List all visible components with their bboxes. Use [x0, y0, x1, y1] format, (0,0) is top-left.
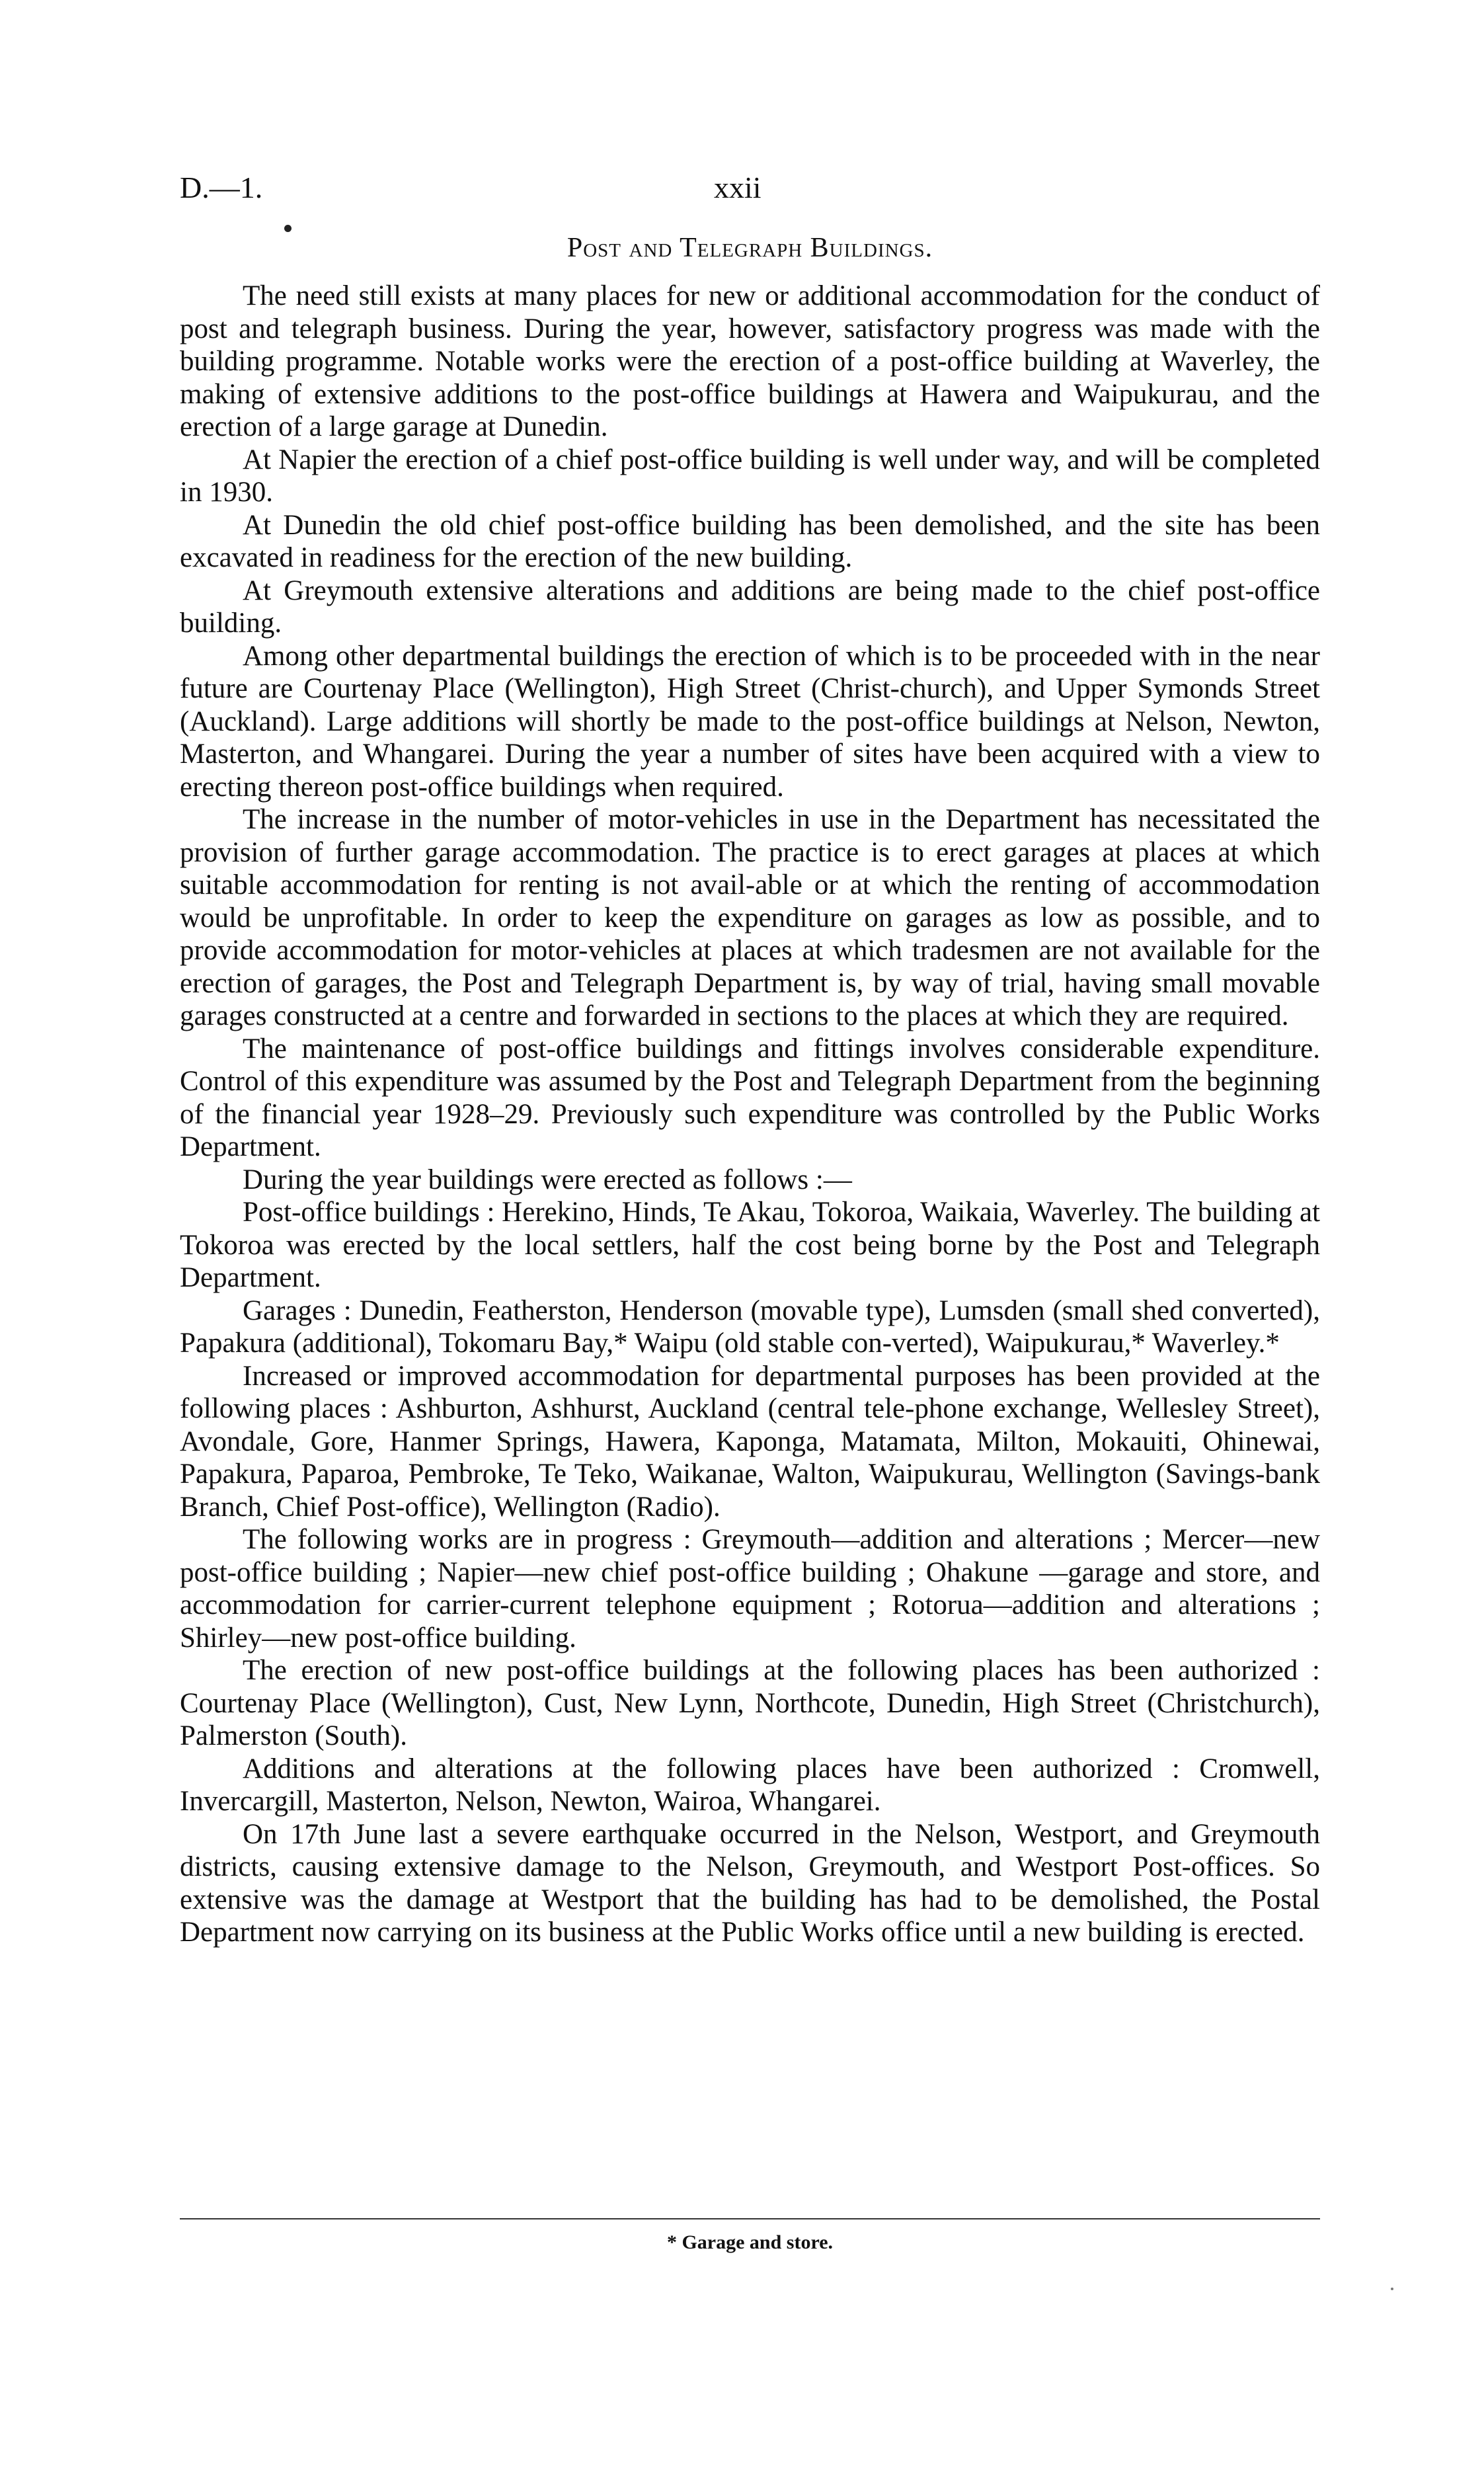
paragraph-additions-authorized: Additions and alterations at the following places have been authorized : Cromwell, Invercargill, Masterton, Nelson, Newton, Wairoa, Whangarei.: [180, 1753, 1320, 1817]
paragraph-earthquake: On 17th June last a severe earthquake occurred in the Nelson, Westport, and Greymouth districts, causing extensive damage to the Nelson, Greymouth, and Westport Post-offices. So extensive was the damage at Westport that the building has had to be demolished, the Postal Department now carrying on its business at the Public Works office until a new building is erected.: [180, 1818, 1320, 1948]
paragraph-garages: Garages : Dunedin, Featherston, Henderson (movable type), Lumsden (small shed converted), Papakura (additional), Tokomaru Bay,* Waipu (old stable con-verted), Waipukurau,* Waverley.*: [180, 1295, 1320, 1359]
footnote-divider: [180, 2218, 1320, 2219]
paragraph-maintenance: The maintenance of post-office buildings and fittings involves considerable expenditure. Control of this expenditure was assumed by the Post and Telegraph Department from the beginning of the financial year 1928–29. Previously such expenditure was controlled by the Public Works Department.: [180, 1033, 1320, 1162]
paragraph-new-buildings-authorized: The erection of new post-office buildings at the following places has been authorized : Courtenay Place (Wellington), Cust, New Lynn, Northcote, Dunedin, High Street (Christchurch), Palmerston (South).: [180, 1655, 1320, 1751]
paper-speck: [1391, 2288, 1393, 2290]
document-reference: D.—1.: [180, 171, 263, 204]
paragraph-post-office-buildings: Post-office buildings : Herekino, Hinds, Te Akau, Tokoroa, Waikaia, Waverley. The building at Tokoroa was erected by the local settlers, half the cost being borne by the Post and Telegraph Department.: [180, 1197, 1320, 1293]
paragraph-works-in-progress: The following works are in progress : Greymouth—addition and alterations ; Mercer—new post-office building ; Napier—new chief post-office building ; Ohakune —garage and store, and accommodation for carrier-current telephone equipment ; Rotorua—addition and alterations ; Shirley—new post-office building.: [180, 1524, 1320, 1654]
paragraph-need-for-accommodation: The need still exists at many places for new or additional accommodation for the conduct of post and telegraph business. During the year, however, satisfactory progress was made with the building programme. Notable works were the erection of a post-office building at Waverley, the making of extensive additions to the post-office buildings at Hawera and Waipukurau, and the erection of a large garage at Dunedin.: [180, 280, 1320, 442]
paragraph-motor-vehicles: The increase in the number of motor-vehicles in use in the Department has necessitated the provision of further garage accommodation. The practice is to erect garages at places at which suitable accommodation for renting is not avail-able or at which the renting of accommodation would be unprofitable. In order to keep the expenditure on garages as low as possible, and to provide accommodation for motor-vehicles at places at which tradesmen are not available for the erection of garages, the Post and Telegraph Department is, by way of trial, having small movable garages constructed at a centre and forwarded in sections to the places at which they are required.: [180, 804, 1320, 1031]
body-text: [180, 280, 1320, 1949]
paragraph-improved-accommodation: Increased or improved accommodation for departmental purposes has been provided at the following places : Ashburton, Ashhurst, Auckland (central tele-phone exchange, Wellesley Street), Avondale, Gore, Hanmer Springs, Hawera, Kaponga, Matamata, Milton, Mokauiti, Ohinewai, Papakura, Paparoa, Pembroke, Te Teko, Waikanae, Walton, Waipukurau, Wellington (Savings-bank Branch, Chief Post-office), Wellington (Radio).: [180, 1360, 1320, 1523]
paragraph-greymouth: At Greymouth extensive alterations and additions are being made to the chief post-office building.: [180, 575, 1320, 639]
footnote: * Garage and store.: [666, 2231, 834, 2253]
paragraph-napier: At Napier the erection of a chief post-office building is well under way, and will be completed in 1930.: [180, 444, 1320, 508]
paragraph-other-buildings: Among other departmental buildings the erection of which is to be proceeded with in the near future are Courtenay Place (Wellington), High Street (Christ-church), and Upper Symonds Street (Auckland). Large additions will shortly be made to the post-office buildings at Nelson, Newton, Masterton, and Whangarei. During the year a number of sites have been acquired with a view to erecting thereon post-office buildings when required.: [180, 640, 1320, 803]
section-title: Post and Telegraph Buildings.: [566, 233, 933, 263]
paragraph-buildings-erected: During the year buildings were erected as follows :—: [243, 1164, 852, 1195]
page-number: xxii: [714, 171, 762, 204]
paragraph-dunedin: At Dunedin the old chief post-office building has been demolished, and the site has been excavated in readiness for the erection of the new building.: [180, 509, 1320, 573]
